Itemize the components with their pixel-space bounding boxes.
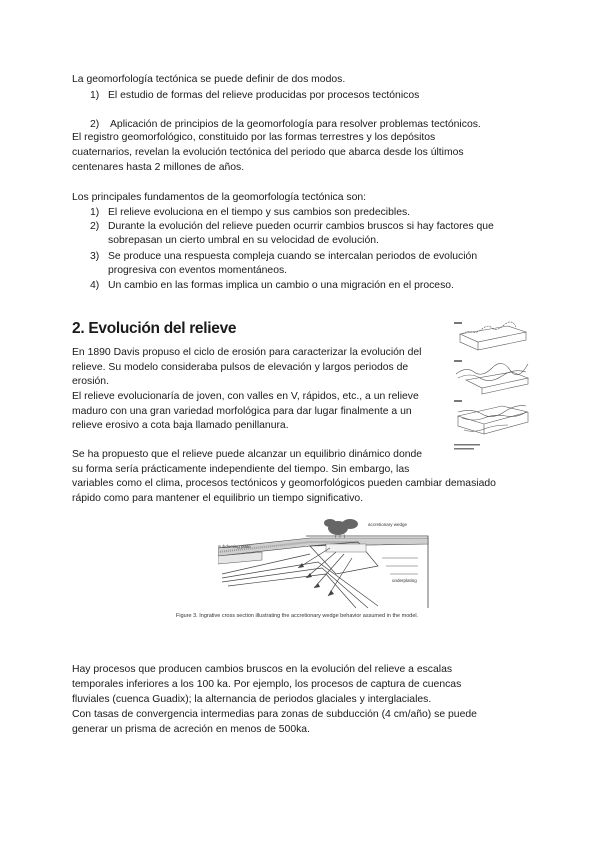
figure-label-top: accretionary wedge (368, 522, 408, 527)
paragraph-line: relieve erosivo a cota baja llamado penillanura. (72, 420, 289, 431)
paragraph-line: Con tasas de convergencia intermedias para zonas de subducción (4 cm/año) se puede (72, 709, 477, 720)
paragraph-line: rápido como para mantener el equilibrio un tiempo significativo. (72, 493, 364, 504)
list-number: 2) (90, 119, 100, 130)
paragraph-line: centenares hasta 2 millones de años. (72, 162, 245, 173)
paragraph-line: fluviales (cuenca Guadix); la alternancia de periodos glaciales y interglaciales. (72, 694, 432, 705)
accretionary-wedge-figure (218, 518, 448, 610)
list-number: 3) (90, 251, 100, 262)
list-text: Durante la evolución del relieve pueden ocurrir cambios bruscos si hay factores que (108, 221, 494, 232)
paragraph-line: temporales inferiores a los 100 ka. Por ejemplo, los procesos de captura de cuencas (72, 679, 462, 690)
list-text: El estudio de formas del relieve producidas por procesos tectónicos (108, 90, 420, 101)
list-number: 1) (90, 90, 100, 101)
maturity-block (456, 363, 528, 374)
list-text: sobrepasan un cierto umbral en su velocidad de evolución. (108, 235, 379, 246)
list-text: Se produce una respuesta compleja cuando se intercalan periodos de evolución (108, 251, 478, 262)
paragraph-line: erosión. (72, 376, 109, 387)
paragraph-line: En 1890 Davis propuso el ciclo de erosión para caracterizar la evolución del (72, 347, 422, 358)
paragraph-line: El relieve evolucionaría de joven, con valles en V, rápidos, etc., a un relieve (72, 391, 419, 402)
list-number: 2) (90, 221, 100, 232)
figure-label-right: underplating (392, 578, 417, 583)
paragraph-line: El registro geomorfológico, constituido por las formas terrestres y los depósitos (72, 132, 436, 143)
paragraph-line: Hay procesos que producen cambios bruscos en la evolución del relieve a escalas (72, 664, 453, 675)
list-number: 4) (90, 280, 100, 291)
list-number: 1) (90, 207, 100, 218)
paragraph-line: maduro con una gran variedad morfológica para dar lugar finalmente a un (72, 406, 412, 417)
figure-caption: Figure 3. Ingrative cross section illustrating the accretionary wedge behavior assumed in the model. (176, 613, 419, 619)
list-text: progresiva con eventos momentáneos. (108, 265, 288, 276)
paragraph-line: generar un prisma de acreción en menos de 500ka. (72, 724, 310, 735)
paragraph-line: relieve. Su modelo consideraba pulsos de elevación y largos periodos de (72, 362, 409, 373)
list-text: El relieve evoluciona en el tiempo y sus cambios son predecibles. (108, 207, 411, 218)
intro-line: La geomorfología tectónica se puede definir de dos modos. (72, 74, 346, 85)
list-text: Un cambio en las formas implica un cambio o una migración en el proceso. (108, 280, 454, 291)
davis-cycle-figure (452, 320, 532, 456)
figure-label-left: subducting plate (218, 544, 251, 549)
paragraph-line: su forma sería prácticamente independiente del tiempo. Sin embargo, las (72, 464, 410, 475)
paragraph-line: variables como el clima, procesos tectónicos y geomorfológicos pueden cambiar demasiado (72, 478, 496, 489)
list-text: Aplicación de principios de la geomorfología para resolver problemas tectónicos. (110, 119, 481, 130)
fundamentos-heading: Los principales fundamentos de la geomorfología tectónica son: (72, 192, 367, 203)
youth-block (460, 326, 526, 342)
section-title: 2. Evolución del relieve (72, 320, 237, 337)
paragraph-line: Se ha propuesto que el relieve puede alcanzar un equilibrio dinámico donde (72, 449, 423, 460)
oldage-block (458, 406, 526, 417)
paragraph-line: cuaternarios, revelan la evolución tectónica del periodo que abarca desde los últimos (72, 147, 464, 158)
